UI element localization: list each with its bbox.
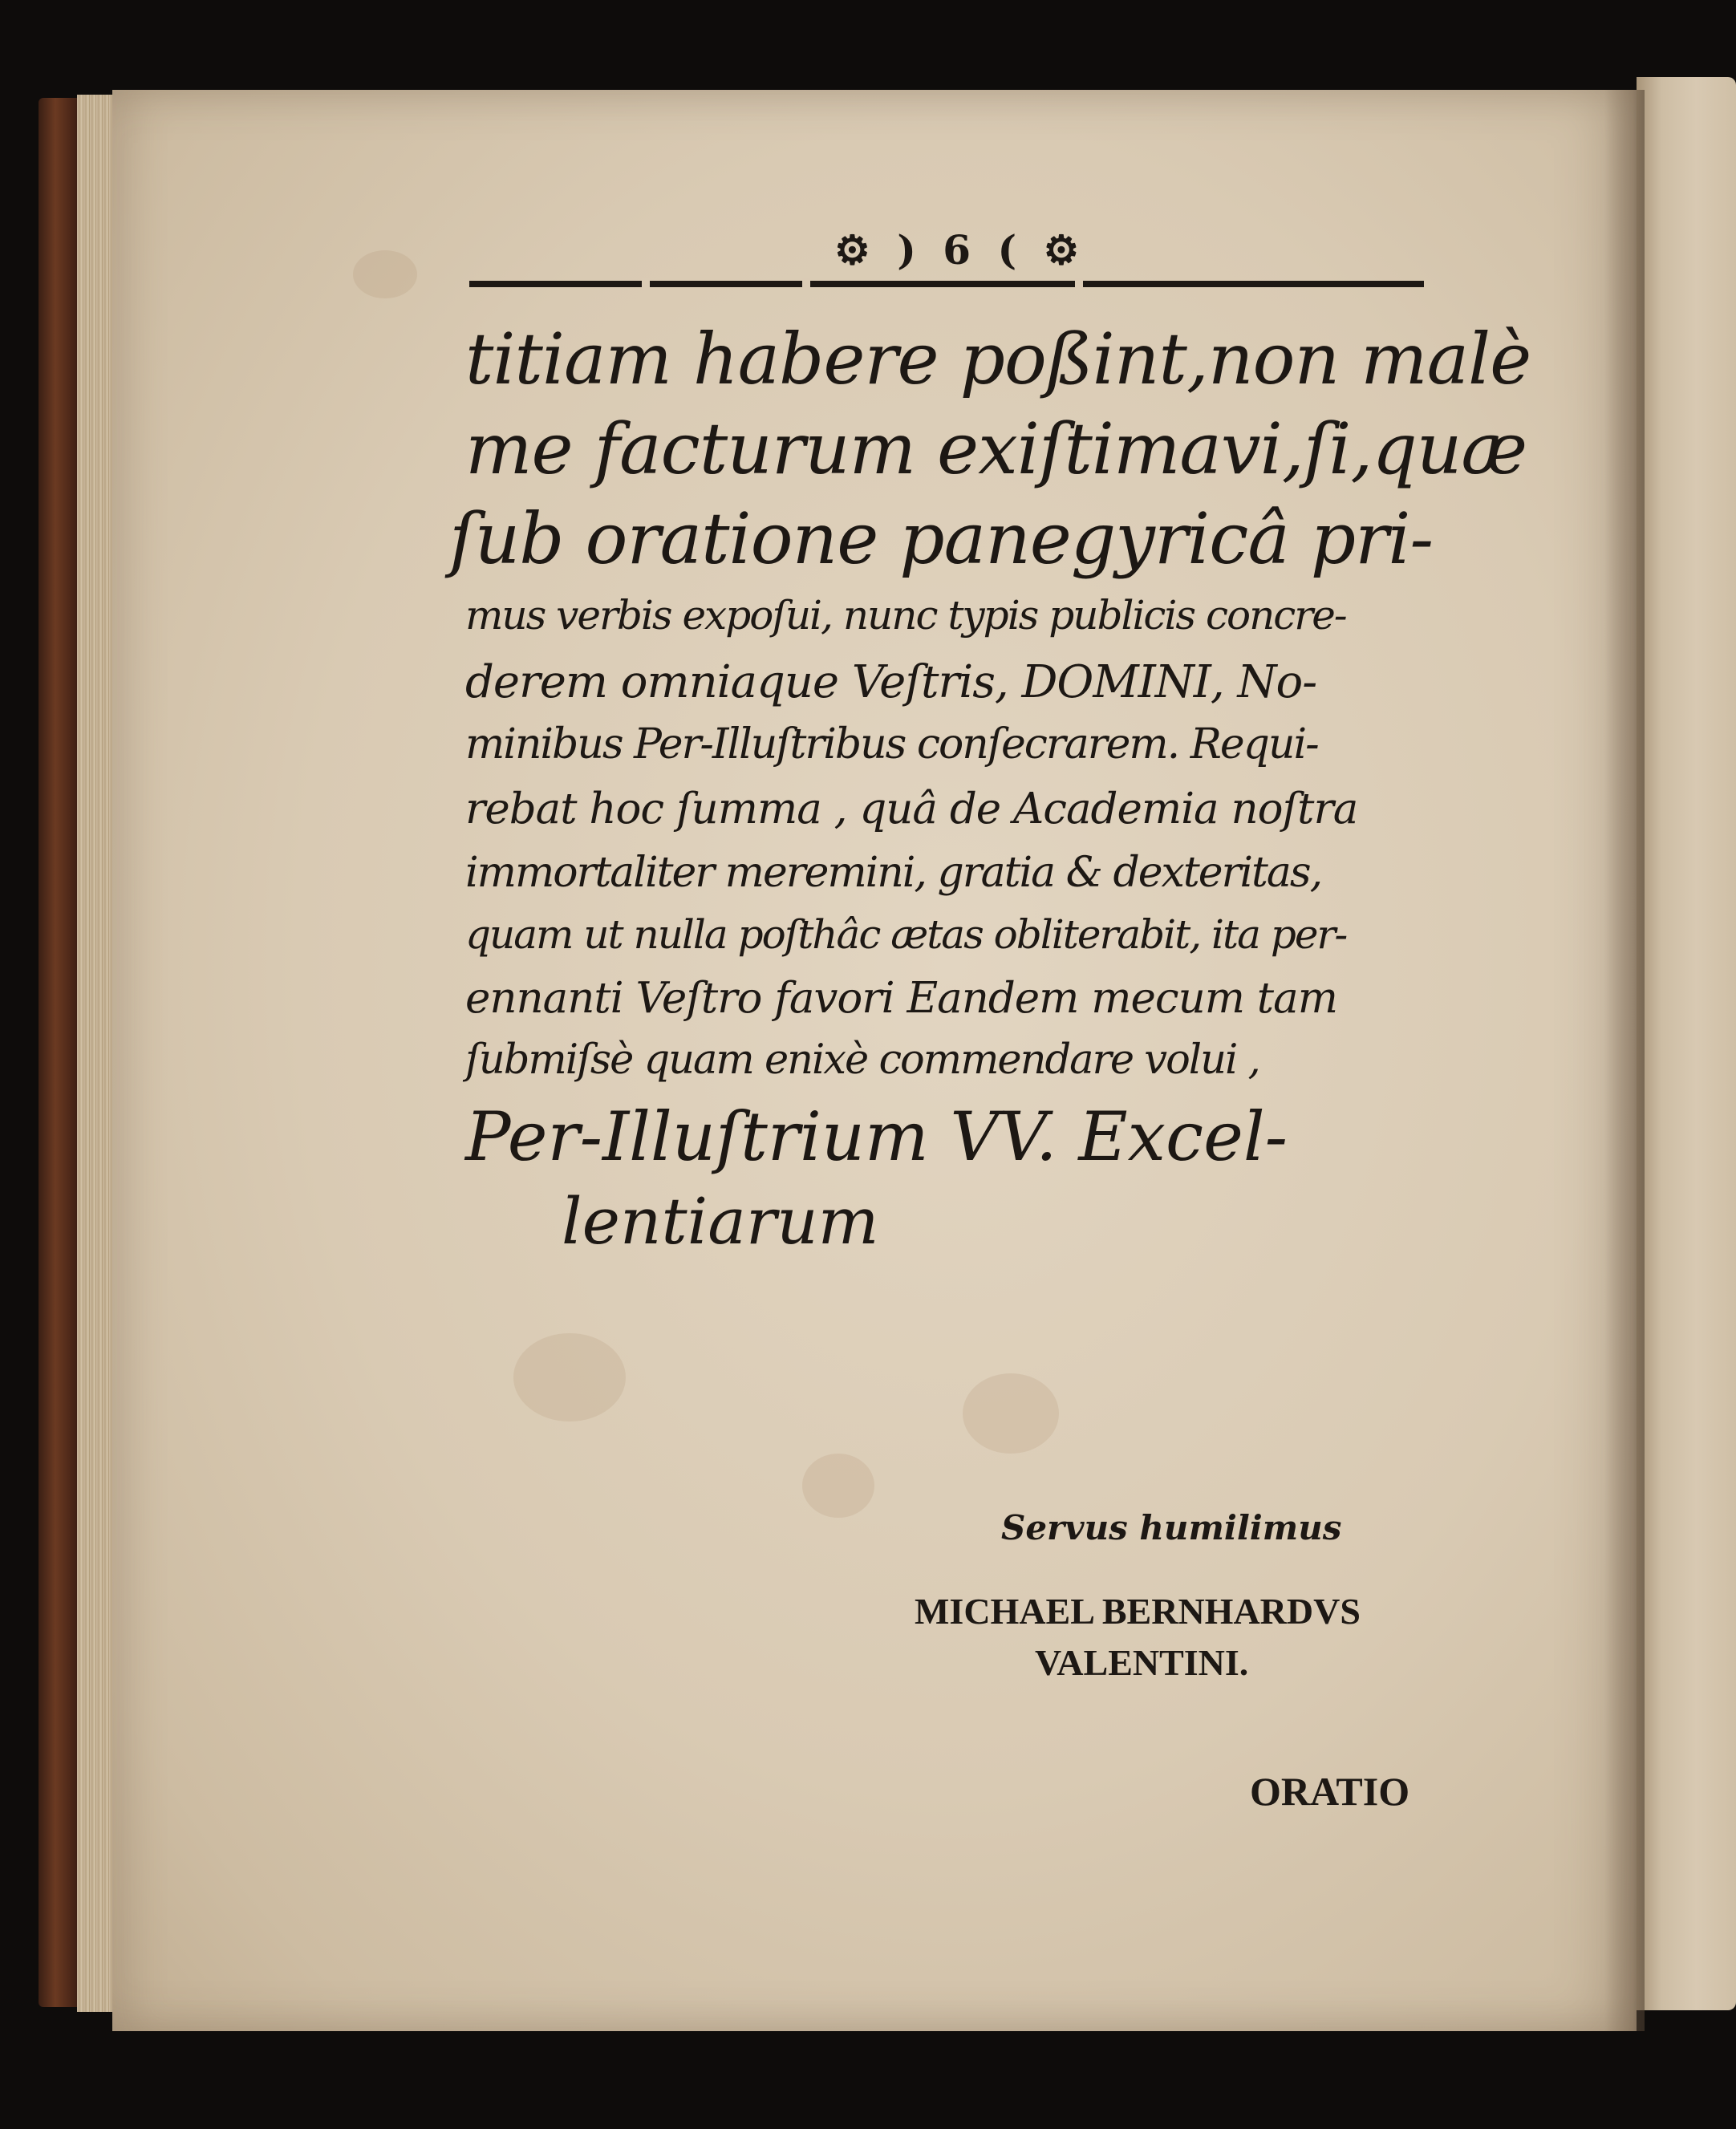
- rule-gap: [802, 278, 810, 290]
- rule-gap: [642, 278, 650, 290]
- text-line-4: mus verbis expoſui, nunc typis publicis concre-: [465, 592, 1346, 639]
- text-line-7: rebat hoc ſumma , quâ de Academia noſtra: [465, 785, 1358, 833]
- text-line-11: ſubmiſsè quam enixè commendare volui ,: [465, 1036, 1259, 1084]
- text-line-2: me facturum exiſtimavi,ſi,quæ: [465, 408, 1527, 490]
- catchword: ORATIO: [1250, 1769, 1410, 1814]
- paper-stain: [963, 1373, 1059, 1454]
- page-header: ⚙ ) 6 ( ⚙: [834, 226, 1086, 274]
- text-line-3: ſub oratione panegyricâ pri-: [449, 497, 1434, 580]
- header-rule: [469, 281, 1424, 287]
- paper-stain: [513, 1333, 626, 1421]
- servus-line: Servus humilimus: [1001, 1508, 1342, 1547]
- text-line-6: minibus Per-Illuſtribus conſecrarem. Requi-: [465, 720, 1318, 768]
- text-line-8: immortaliter meremini, gratia & dexteritas,: [465, 849, 1322, 897]
- closing-line-2: lentiarum: [562, 1184, 879, 1259]
- paper-stain: [802, 1454, 874, 1518]
- author-name-2: VALENTINI.: [1035, 1642, 1249, 1683]
- text-line-9: quam ut nulla poſthâc ætas obliterabit, ita per-: [465, 911, 1347, 958]
- author-name-1: MICHAEL BERNHARDVS: [915, 1591, 1361, 1632]
- page-gutter: [1604, 90, 1645, 2031]
- text-line-5: derem omniaque Veſtris, DOMINI, No-: [465, 656, 1317, 708]
- facing-page: [1637, 77, 1736, 2010]
- paper-stain: [353, 250, 417, 298]
- text-line-10: ennanti Veſtro favori Eandem mecum tam: [465, 974, 1337, 1023]
- rule-gap: [1075, 278, 1083, 290]
- closing-line-1: Per-Illuſtrium VV. Excel-: [465, 1097, 1288, 1176]
- text-line-1: titiam habere poßint,non malè: [465, 318, 1531, 400]
